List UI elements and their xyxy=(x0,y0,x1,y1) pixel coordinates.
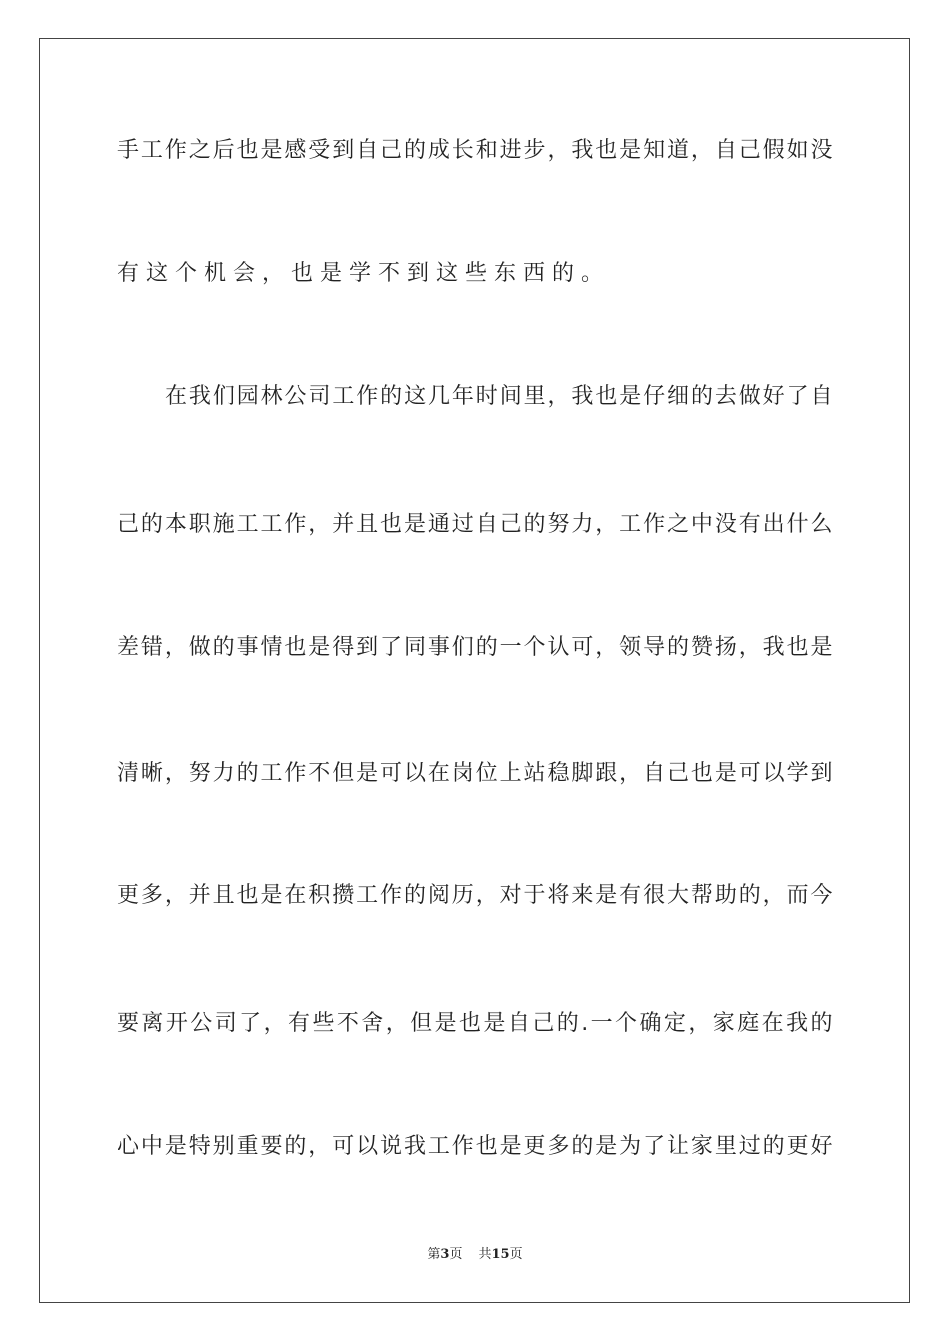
page-prefix: 第 xyxy=(427,1247,441,1262)
paragraph-line: 心中是特别重要的，可以说我工作也是更多的是为了让家里过的更好 xyxy=(117,1134,833,1159)
paragraph-line: 手工作之后也是感受到自己的成长和进步，我也是知道，自己假如没 xyxy=(117,138,833,163)
paragraph-line: 差错，做的事情也是得到了同事们的一个认可，领导的赞扬，我也是 xyxy=(117,635,833,660)
total-pages: 15 xyxy=(491,1247,510,1262)
paragraph-line: 清晰，努力的工作不但是可以在岗位上站稳脚跟，自己也是可以学到 xyxy=(117,761,833,786)
paragraph-line: 有这个机会，也是学不到这些东西的。 xyxy=(117,261,611,286)
paragraph-line: 更多，并且也是在积攒工作的阅历，对于将来是有很大帮助的，而今 xyxy=(117,883,833,908)
page-number: 3 xyxy=(440,1247,450,1262)
paragraph-line: 要离开公司了，有些不舍，但是也是自己的.一个确定，家庭在我的 xyxy=(117,1011,833,1036)
page-footer xyxy=(0,1246,950,1264)
paragraph-line: 在我们园林公司工作的这几年时间里，我也是仔细的去做好了自 xyxy=(165,384,833,409)
total-prefix: 共 xyxy=(478,1247,492,1262)
paragraph-line: 己的本职施工工作，并且也是通过自己的努力，工作之中没有出什么 xyxy=(117,512,833,537)
page-border xyxy=(39,38,910,1303)
total-suffix: 页 xyxy=(509,1247,523,1262)
page-suffix: 页 xyxy=(449,1247,463,1262)
